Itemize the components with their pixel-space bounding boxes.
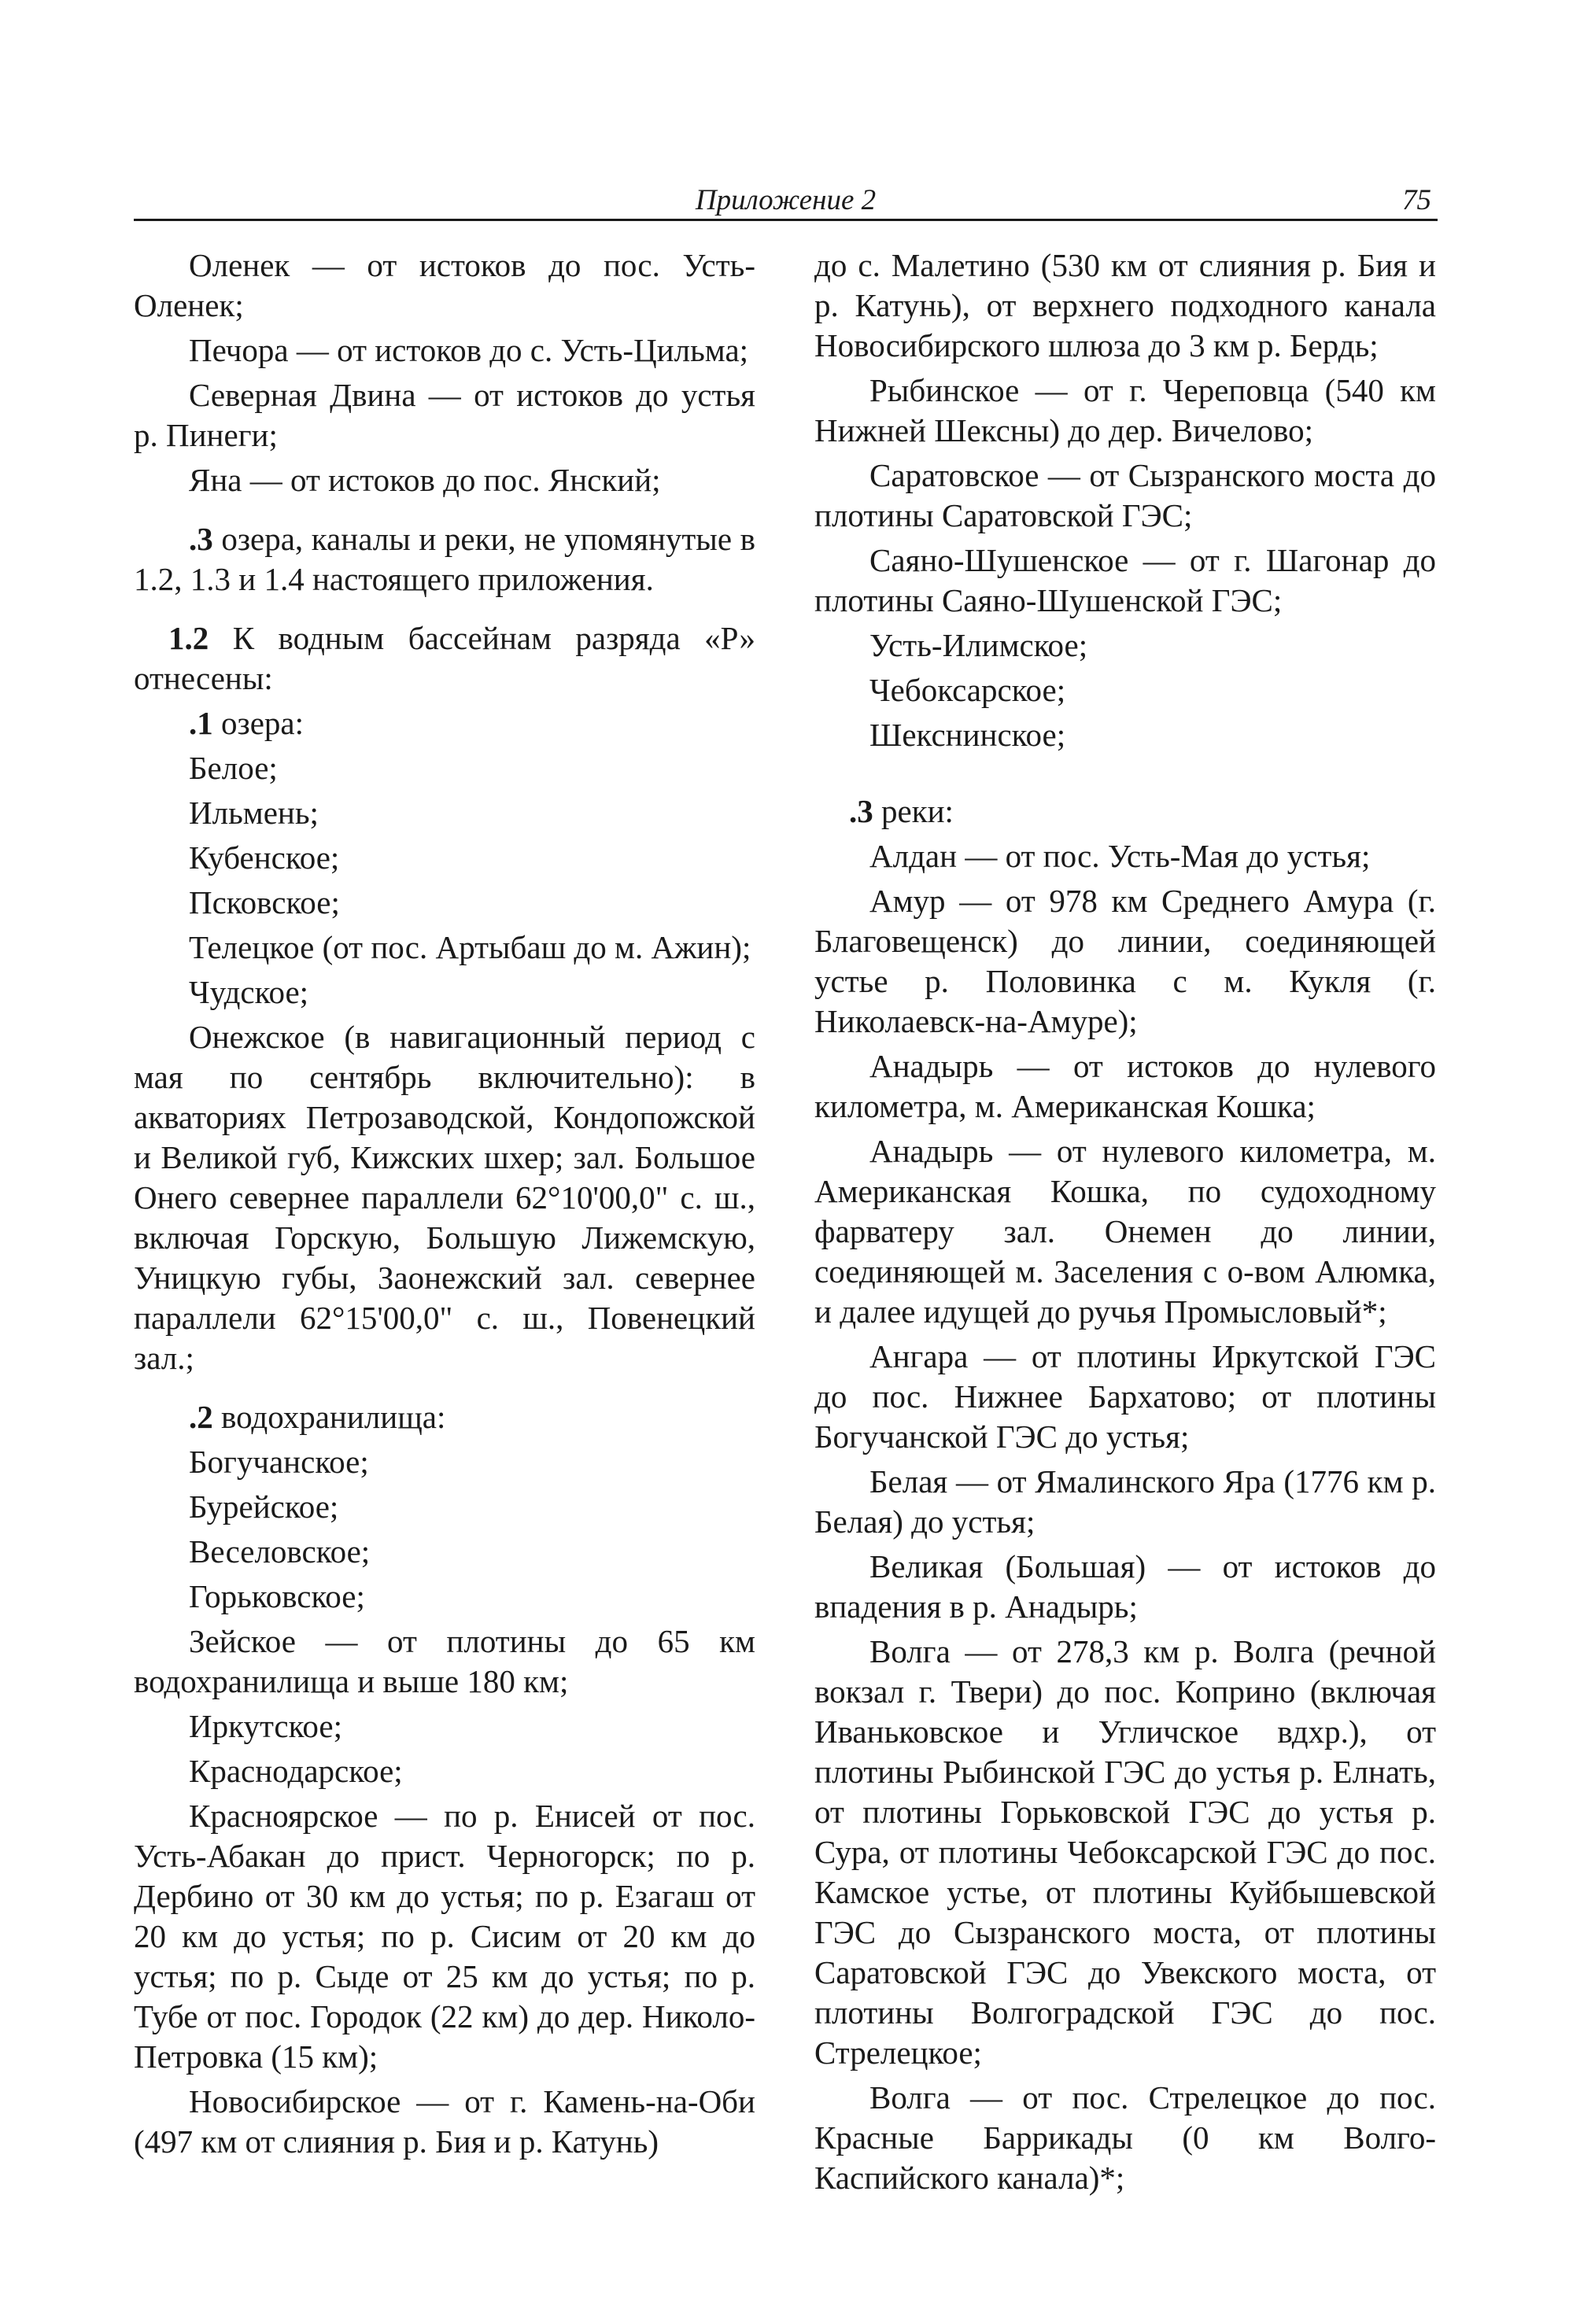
paragraph xyxy=(134,928,755,968)
paragraph xyxy=(814,791,1436,832)
paragraph xyxy=(134,1532,755,1572)
paragraph-text: Анадырь — от нулевого километра, м. Американская Кошка, по судоходному фарватеру зал. Онемен до линии, соединяющей м. Заселения с о-вом Алюмка, и далее идущей до ручья Промысловый*; xyxy=(814,1133,1436,1330)
paragraph xyxy=(134,2082,755,2162)
paragraph xyxy=(134,1621,755,1702)
paragraph-text: Великая (Большая) — от истоков до впадения в р. Анадырь; xyxy=(814,1548,1436,1625)
paragraph-text: Печора — от истоков до с. Усть-Цильма; xyxy=(189,332,749,368)
paragraph-text: Онежское (в навигационный период с мая по сентябрь включительно): в акваториях Петрозаводской, Кондопожской и Великой губ, Кижских шхер; зал. Большое Онего севернее параллели 62°10'00,0" с. ш., включая Горскую, Большую Лижемскую, Уницкую губы, Заонежский зал. севернее параллели 62°15'00,0" с. ш., Повенецкий зал.; xyxy=(134,1019,755,1376)
paragraph xyxy=(814,456,1436,536)
paragraph-text: Усть-Илимское; xyxy=(869,627,1088,663)
paragraph xyxy=(134,618,755,699)
paragraph xyxy=(814,881,1436,1042)
paragraph xyxy=(134,1751,755,1791)
paragraph-text: Ангара — от плотины Иркутской ГЭС до пос. Нижнее Бархатово; от плотины Богучанской ГЭС до устья; xyxy=(814,1338,1436,1455)
paragraph-text: Новосибирское — от г. Камень-на-Оби (497 км от слияния р. Бия и р. Катунь) xyxy=(134,2083,755,2160)
paragraph xyxy=(814,1046,1436,1127)
paragraph-text: Псковское; xyxy=(189,884,340,920)
right-column xyxy=(814,245,1436,2198)
paragraph xyxy=(814,2078,1436,2198)
paragraph-text: Анадырь — от истоков до нулевого километра, м. Американская Кошка; xyxy=(814,1048,1436,1124)
paragraph-text: Волга — от 278,3 км р. Волга (речной вокзал г. Твери) до пос. Коприно (включая Иваньковское и Угличское вдхр.), от плотины Рыбинской ГЭС до устья р. Елнать, от плотины Горьковской ГЭС до устья р. Сура, от плотины Чебоксарской ГЭС до пос. Камское устье, от плотины Куйбышевской ГЭС до Сызранского моста, от плотины Саратовской ГЭС до Увекского моста, от плотины Волгоградской ГЭС до пос. Стрелецкое; xyxy=(814,1633,1436,2071)
paragraph-text: Оленек — от истоков до пос. Усть-Оленек; xyxy=(134,247,755,323)
paragraph xyxy=(814,540,1436,621)
left-column xyxy=(134,245,755,2162)
paragraph xyxy=(134,245,755,326)
paragraph-text: Горьковское; xyxy=(189,1578,365,1614)
item-number: .1 xyxy=(189,705,213,741)
paragraph-text: Чебоксарское; xyxy=(869,672,1066,708)
paragraph-text: реки: xyxy=(873,793,954,829)
item-number: 1.2 xyxy=(168,620,209,656)
paragraph-text: Шекснинское; xyxy=(869,717,1066,753)
paragraph xyxy=(134,883,755,923)
paragraph xyxy=(134,1397,755,1437)
paragraph-text: Алдан — от пос. Усть-Мая до устья; xyxy=(869,838,1371,874)
paragraph xyxy=(134,1442,755,1482)
paragraph xyxy=(134,838,755,878)
paragraph xyxy=(134,375,755,456)
paragraph xyxy=(814,715,1436,755)
paragraph-text: водохранилища: xyxy=(212,1399,446,1435)
paragraph-text: Саратовское — от Сызранского моста до плотины Саратовской ГЭС; xyxy=(814,457,1436,533)
paragraph-text: Рыбинское — от г. Череповца (540 км Нижней Шексны) до дер. Вичелово; xyxy=(814,372,1436,448)
paragraph-text: Ильмень; xyxy=(189,795,319,831)
running-header xyxy=(134,183,1438,221)
paragraph-text: Красноярское — по р. Енисей от пос. Усть-Абакан до прист. Черногорск; по р. Дербино от 30 км до устья; по р. Езагаш от 20 км до устья; по р. Сисим от 20 км до устья; по р. Сыде от 25 км до устья; по р. Тубе от пос. Городок (22 км) до дер. Николо-Петровка (15 км); xyxy=(134,1798,755,2075)
paragraph-text: Саяно-Шушенское — от г. Шагонар до плотины Саяно-Шушенской ГЭС; xyxy=(814,542,1436,618)
paragraph xyxy=(814,1462,1436,1542)
paragraph-text: К водным бассейнам разряда «Р» отнесены: xyxy=(134,620,755,696)
paragraph xyxy=(814,836,1436,876)
paragraph-text: Яна — от истоков до пос. Янский; xyxy=(189,462,661,498)
paragraph xyxy=(134,519,755,599)
paragraph xyxy=(814,1632,1436,2073)
paragraph-text: Волга — от пос. Стрелецкое до пос. Красные Баррикады (0 км Волго-Каспийского канала)*; xyxy=(814,2079,1436,2196)
header-title: Приложение 2 xyxy=(695,184,877,216)
paragraph-text: Белая — от Ямалинского Яра (1776 км р. Белая) до устья; xyxy=(814,1463,1436,1540)
item-number: .3 xyxy=(189,521,213,557)
paragraph xyxy=(134,1796,755,2077)
paragraph-text: Амур — от 978 км Среднего Амура (г. Благовещенск) до линии, соединяющей устье р. Половинка с м. Кукля (г. Николаевск-на-Амуре); xyxy=(814,883,1436,1039)
paragraph xyxy=(134,1706,755,1747)
item-number: .2 xyxy=(189,1399,213,1435)
paragraph-text: Кубенское; xyxy=(189,839,340,876)
paragraph-text: Иркутское; xyxy=(189,1708,342,1744)
paragraph xyxy=(134,460,755,500)
paragraph xyxy=(814,371,1436,451)
paragraph-text: озера: xyxy=(212,705,304,741)
paragraph xyxy=(134,703,755,743)
paragraph xyxy=(134,793,755,833)
paragraph xyxy=(134,1577,755,1617)
paragraph-text: Веселовское; xyxy=(189,1533,371,1570)
paragraph xyxy=(814,670,1436,710)
item-number: .3 xyxy=(849,793,873,829)
paragraph xyxy=(814,1337,1436,1457)
paragraph-text: Бурейское; xyxy=(189,1488,339,1525)
paragraph xyxy=(814,625,1436,666)
paragraph xyxy=(134,972,755,1013)
paragraph xyxy=(134,748,755,788)
paragraph-text: Краснодарское; xyxy=(189,1753,403,1789)
paragraph xyxy=(814,245,1436,366)
paragraph-text: Чудское; xyxy=(189,974,309,1010)
paragraph-text: Северная Двина — от истоков до устья р. Пинеги; xyxy=(134,377,755,453)
paragraph-text: до с. Малетино (530 км от слияния р. Бия и р. Катунь), от верхнего подходного канала Новосибирского шлюза до 3 км р. Бердь; xyxy=(814,247,1436,363)
page-number: 75 xyxy=(1402,184,1431,216)
paragraph-text: Телецкое (от пос. Артыбаш до м. Ажин); xyxy=(189,929,751,965)
paragraph xyxy=(814,1547,1436,1627)
paragraph-text: Зейское — от плотины до 65 км водохранилища и выше 180 км; xyxy=(134,1623,755,1699)
paragraph xyxy=(814,1131,1436,1332)
paragraph xyxy=(134,1017,755,1378)
paragraph-text: озера, каналы и реки, не упомянутые в 1.2, 1.3 и 1.4 настоящего приложения. xyxy=(134,521,755,597)
paragraph xyxy=(134,330,755,371)
paragraph-text: Белое; xyxy=(189,750,278,786)
paragraph xyxy=(134,1487,755,1527)
paragraph-text: Богучанское; xyxy=(189,1444,369,1480)
